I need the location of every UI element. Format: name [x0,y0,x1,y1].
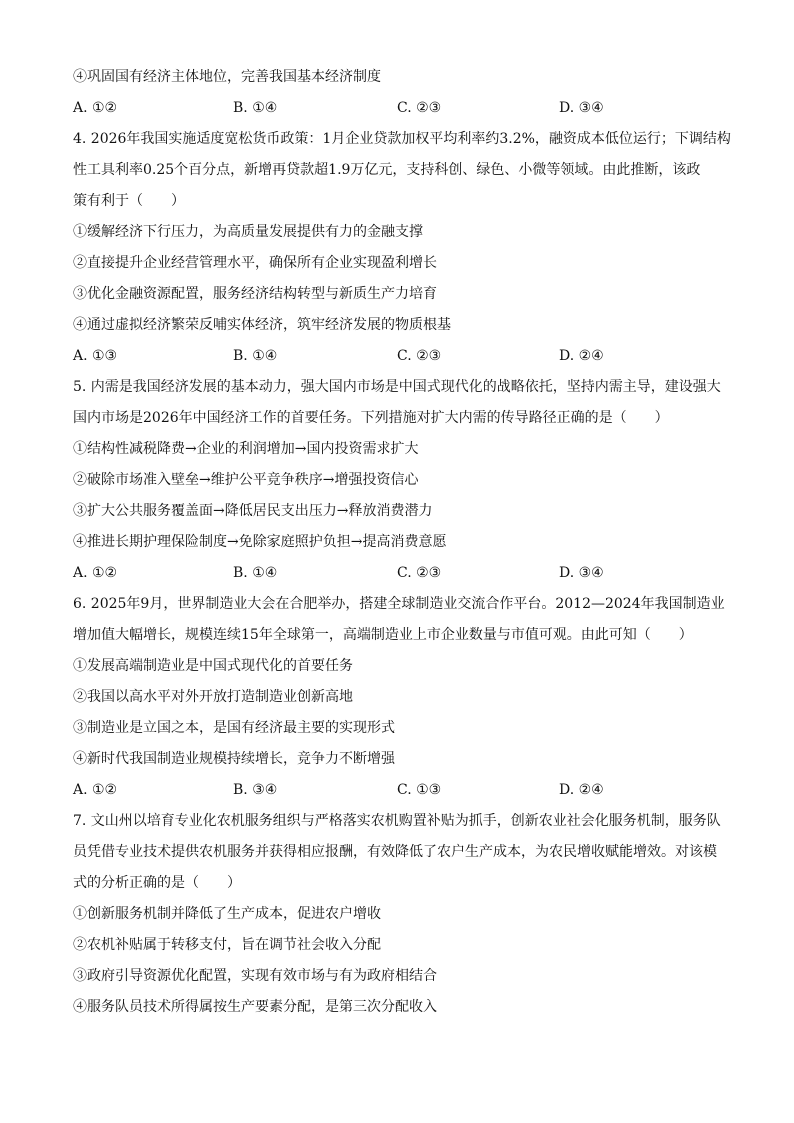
q3-option-d: D. ③④ [559,100,604,116]
q4-option-c: C. ②③ [397,348,442,364]
q7-item-1: ①创新服务机制并降低了生产成本，促进农户增收 [73,906,381,922]
q5-item-1: ①结构性减税降费→企业的利润增加→国内投资需求扩大 [73,441,419,457]
q6-item-1: ①发展高端制造业是中国式现代化的首要任务 [73,658,353,674]
q7-stem-line-3: 式的分析正确的是（ ） [73,875,241,891]
q3-option-c: C. ②③ [397,100,442,116]
q5-item-3: ③扩大公共服务覆盖面→降低居民支出压力→释放消费潜力 [73,503,433,519]
q7-item-2: ②农机补贴属于转移支付，旨在调节社会收入分配 [73,937,381,953]
q5-option-c: C. ②③ [397,565,442,581]
q3-option-a: A. ①② [73,100,118,116]
q5-stem-line-1: 5. 内需是我国经济发展的基本动力，强大国内市场是中国式现代化的战略依托，坚持内需主导，建设强大 [73,379,721,395]
q5-stem-line-2: 国内市场是2026年中国经济工作的首要任务。下列措施对扩大内需的传导路径正确的是（ ） [73,410,669,426]
q7-stem-line-2: 员凭借专业技术提供农机服务并获得相应报酬，有效降低了农户生产成本，为农民增收赋能增效。对该模 [73,844,717,860]
q4-item-4: ④通过虚拟经济繁荣反哺实体经济，筑牢经济发展的物质根基 [73,317,451,333]
q6-item-3: ③制造业是立国之本，是国有经济最主要的实现形式 [73,720,395,736]
q3-item-4: ④巩固国有经济主体地位，完善我国基本经济制度 [73,69,381,85]
q4-options [73,341,733,372]
q5-options [73,558,733,589]
q6-option-c: C. ①③ [397,782,442,798]
q4-item-1: ①缓解经济下行压力，为高质量发展提供有力的金融支撑 [73,224,423,240]
q4-stem-line-1: 4. 2026年我国实施适度宽松货币政策：1月企业贷款加权平均利率约3.2%，融资成本低位运行；下调结构 [73,131,731,147]
q5-option-a: A. ①② [73,565,118,581]
exam-page [73,62,733,1023]
q4-item-3: ③优化金融资源配置，服务经济结构转型与新质生产力培育 [73,286,437,302]
q6-item-4: ④新时代我国制造业规模持续增长，竞争力不断增强 [73,751,395,767]
q6-stem-line-1: 6. 2025年9月，世界制造业大会在合肥举办，搭建全球制造业交流合作平台。2012—2024年我国制造业 [73,596,725,612]
q6-stem-line-2: 增加值大幅增长，规模连续15年全球第一，高端制造业上市企业数量与市值可观。由此可知（ ） [73,627,693,643]
q6-options [73,775,733,806]
q7-item-4: ④服务队员技术所得属按生产要素分配，是第三次分配收入 [73,999,437,1015]
q6-option-d: D. ②④ [559,782,604,798]
q5-option-d: D. ③④ [559,565,604,581]
q4-stem-line-2: 性工具利率0.25个百分点，新增再贷款超1.9万亿元，支持科创、绿色、小微等领域。由此推断，该政 [73,162,701,178]
q4-option-d: D. ②④ [559,348,604,364]
q5-item-4: ④推进长期护理保险制度→免除家庭照护负担→提高消费意愿 [73,534,447,550]
q3-option-b: B. ①④ [233,100,278,116]
q3-options [73,93,733,124]
q6-option-a: A. ①② [73,782,118,798]
q4-option-a: A. ①③ [73,348,118,364]
q7-item-3: ③政府引导资源优化配置，实现有效市场与有为政府相结合 [73,968,437,984]
q4-item-2: ②直接提升企业经营管理水平，确保所有企业实现盈利增长 [73,255,437,271]
q4-stem-line-3: 策有利于（ ） [73,193,185,209]
q6-item-2: ②我国以高水平对外开放打造制造业创新高地 [73,689,353,705]
q5-item-2: ②破除市场准入壁垒→维护公平竞争秩序→增强投资信心 [73,472,419,488]
q7-stem-line-1: 7. 文山州以培育专业化农机服务组织与严格落实农机购置补贴为抓手，创新农业社会化服务机制，服务队 [73,813,721,829]
q6-option-b: B. ③④ [233,782,278,798]
q4-option-b: B. ①④ [233,348,278,364]
q5-option-b: B. ①④ [233,565,278,581]
